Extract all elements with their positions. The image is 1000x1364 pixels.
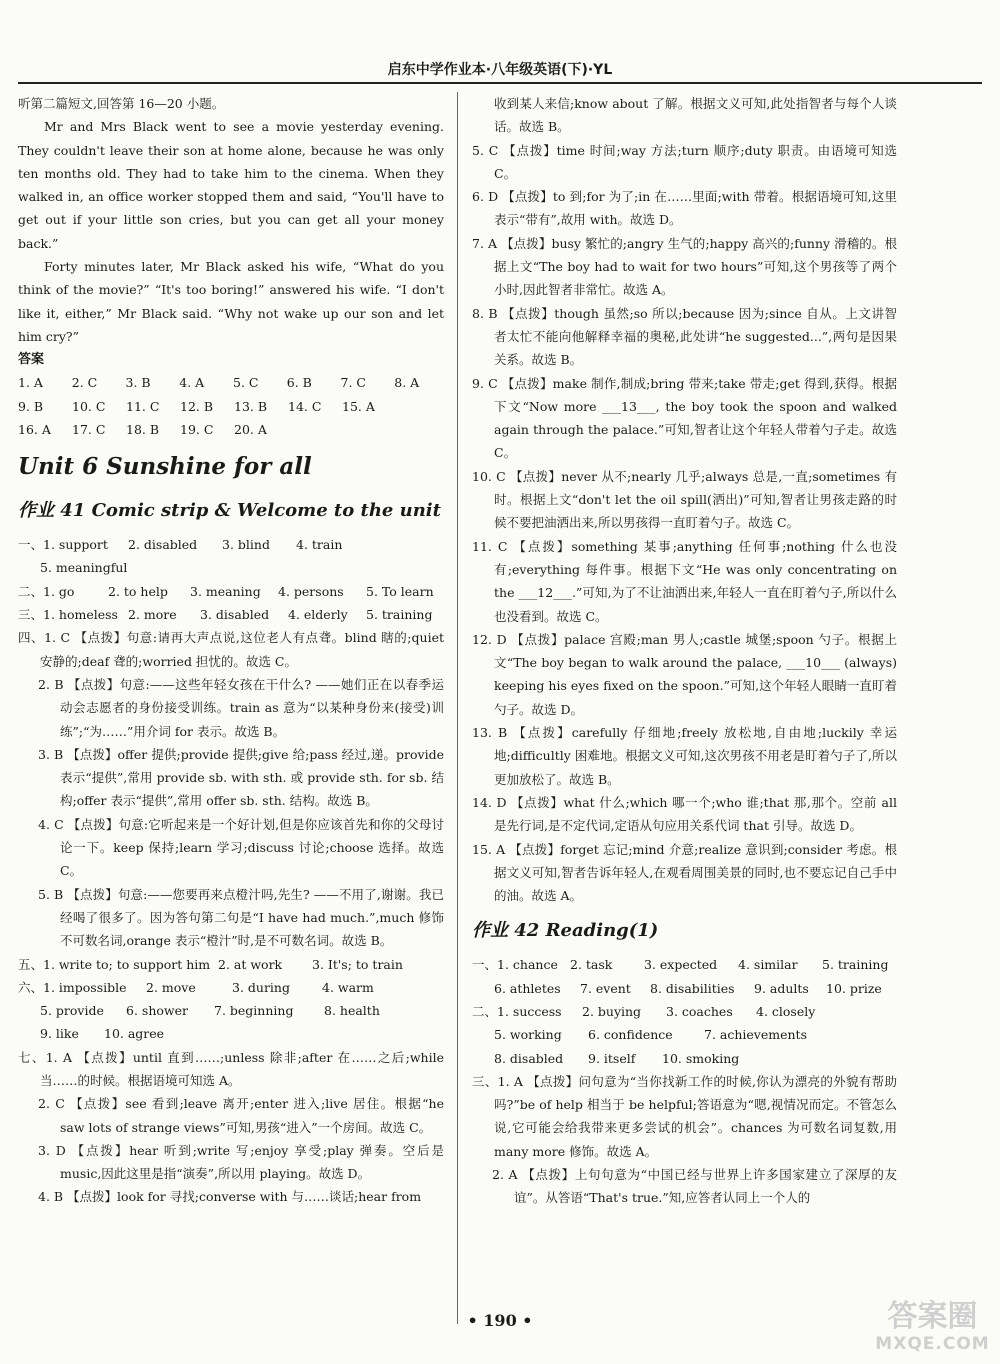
cloze-item-9: 9. C 【点拨】make 制作,制成;bring 带来;take 带走;get 得到,获得。根据下文“Now more ___13___, the boy took the spoon and walked again through the palace.”可知,智者让这个年轻人带着勺子走。故选 C。: [472, 375, 897, 461]
answer-item: 9. B: [18, 398, 44, 414]
cloze-item-8: 8. B 【点拨】though 虽然;so 所以;because 因为;since 自从。上文讲智者太忙不能向他解释幸福的奥秘,此处讲“he suggested...”,两句是因果关系。故选 B。: [472, 305, 897, 368]
section-4-item-2: 2. B 【点拨】句意:——这些年轻女孩在干什么? ——她们正在以春季运动会志愿者的身份接受训练。train as 意为“以某种身份来(接受)训练”;“为……”用介词 for 表示。故选 B。: [38, 676, 444, 739]
section-7-item-3: 3. D 【点拨】hear 听到;write 写;enjoy 享受;play 弹奏。空后是 music,因此这里是指“演奏”,所以用 playing。故选 D。: [38, 1142, 444, 1182]
watermark-logo: 答案圈 MXQE.COM: [875, 1299, 990, 1354]
reading-section-2-row-b: [472, 1023, 897, 1046]
column-divider: [457, 92, 458, 1324]
cloze-item-6: 6. D 【点拨】to 到;for 为了;in 在……里面;with 带着。根据语境可知,这里表示“带有”,故用 with。故选 D。: [472, 189, 897, 228]
listening-intro: 听第二篇短文,回答第 16—20 小题。: [18, 96, 225, 111]
section-6-row-b: [18, 999, 444, 1022]
passage-paragraph-2: Forty minutes later, Mr Black asked his wife, “What do you think of the movie?” “It's too boring!” answered his wife. “I don't like it, either,” Mr Black said. “Why not wake up our son and let him cry?”: [18, 259, 444, 344]
reading-section-1-row-a: [472, 953, 897, 976]
answer-item: 8. A: [394, 375, 420, 391]
section-4-item-1: 四、1. C 【点拨】句意:请再大声点说,这位老人有点聋。blind 瞎的;quiet 安静的;deaf 聋的;worried 担忧的。故选 C。: [18, 630, 444, 669]
answer-item: 六、1. impossible: [18, 979, 127, 995]
answer-item: 20. A: [234, 421, 267, 437]
continued-text: 收到某人来信;know about 了解。根据文义可知,此处指智者与每个人谈话。故选 B。: [494, 96, 897, 135]
answer-item: 9. like: [40, 1026, 79, 1042]
running-header: 启东中学作业本·八年级英语(下)·YL: [18, 60, 982, 84]
answer-item: 2. disabled: [128, 537, 198, 553]
answer-item: 8. disabilities: [650, 980, 735, 996]
answer-item: 3. It's; to train: [312, 956, 403, 972]
answer-item: 2. more: [128, 607, 177, 623]
answer-item: 5. provide: [40, 1003, 104, 1019]
answer-item: 3. B: [125, 375, 151, 391]
page-number: • 190 •: [467, 1311, 533, 1330]
answer-item: 8. health: [324, 1003, 380, 1019]
answer-item: 一、1. chance: [472, 957, 558, 973]
section-2-row: [18, 580, 444, 603]
answer-item: 4. elderly: [288, 607, 348, 623]
section-3-row: [18, 603, 444, 626]
answer-item: 4. A: [179, 375, 205, 391]
answer-item: 二、1. success: [472, 1003, 562, 1019]
section-1-row: [18, 533, 444, 556]
answer-item: 一、1. support: [18, 537, 108, 553]
answer-item: 4. persons: [278, 583, 344, 599]
task-41-title: 作业 41 Comic strip & Welcome to the unit: [18, 500, 441, 522]
answer-item: 2. task: [570, 957, 613, 973]
answer-item: 3. coaches: [666, 1003, 733, 1019]
section-1-row-b: [18, 556, 444, 579]
answer-item: 4. closely: [756, 1003, 816, 1019]
answer-item: 6. shower: [126, 1003, 188, 1019]
answer-item: 15. A: [342, 398, 375, 414]
section-6-row-a: [18, 976, 444, 999]
answer-item: 3. expected: [644, 957, 718, 973]
section-4-item-3: 3. B 【点拨】offer 提供;provide 提供;give 给;pass 经过,递。provide 表示“提供”,常用 provide sb. with sth. 或 provide sth. for sb. 结构;offer 表示“提供”,常用 offer sb. sth. 结构。故选 B。: [38, 746, 444, 809]
left-column: [18, 92, 444, 1209]
answer-item: 10. smoking: [662, 1050, 740, 1066]
answer-item: 7. beginning: [214, 1003, 294, 1019]
answer-item: 5. C: [233, 375, 259, 391]
section-7-item-4: 4. B 【点拨】look for 寻找;converse with 与……谈话;hear from: [38, 1189, 422, 1205]
answer-item: 2. move: [146, 979, 196, 995]
answer-item: 4. similar: [738, 957, 798, 973]
answer-item: 17. C: [72, 421, 106, 437]
cloze-item-12: 12. D 【点拨】palace 宫殿;man 男人;castle 城堡;spoon 勺子。根据上文“The boy began to walk around the palace, ___10___ (always) keeping his eyes fixed on the spoon.”可知,这个年轻人眼睛一直盯着勺子。故选 D。: [472, 631, 897, 717]
answer-item: 10. C: [72, 398, 106, 414]
reading-section-3-item-1: 三、1. A 【点拨】问句意为“当你找新工作的时候,你认为漂亮的外貌有帮助吗?”be of help 相当于 be helpful;答语意为“嗯,视情况而定。不管怎么说,它可能会给我带来更多尝试的机会”。chances 为可数名词复数,用 many more 修饰。故选 A。: [472, 1073, 897, 1159]
answer-item: 6. athletes: [494, 980, 561, 996]
reading-section-2-row-c: [472, 1047, 897, 1070]
reading-section-3-item-2: 2. A 【点拨】上句句意为“中国已经与世界上许多国家建立了深厚的友谊”。从答语“That's true.”知,应答者认同上一个人的: [492, 1167, 897, 1206]
cloze-item-7: 7. A 【点拨】busy 繁忙的;angry 生气的;happy 高兴的;funny 滑稽的。根据上文“The boy had to wait for two hours”可知,这个男孩等了两个小时,因此智者非常忙。故选 A。: [472, 235, 897, 298]
answer-item: 5. training: [366, 607, 433, 623]
answers-row-2: [18, 395, 444, 418]
answer-item: 10. agree: [104, 1026, 165, 1042]
answer-item: 1. A: [18, 375, 43, 391]
answer-item: 五、1. write to; to support him: [18, 956, 211, 972]
answer-item: 19. C: [180, 421, 214, 437]
cloze-item-10: 10. C 【点拨】never 从不;nearly 几乎;always 总是,一直;sometimes 有时。根据上文“don't let the oil spill(洒出)”可知,智者让男孩走路的时候不要把油洒出来,所以男孩得一直盯着勺子。故选 C。: [472, 468, 897, 531]
unit-title: Unit 6 Sunshine for all: [18, 453, 312, 481]
answer-item: 3. meaning: [190, 583, 261, 599]
answers-heading: 答案: [18, 352, 45, 368]
answer-item: 11. C: [126, 398, 160, 414]
answer-item: 3. during: [232, 979, 290, 995]
answer-item: 18. B: [126, 421, 160, 437]
reading-section-1-row-b: [472, 977, 897, 1000]
cloze-item-5: 5. C 【点拨】time 时间;way 方法;turn 顺序;duty 职责。由语境可知选 C。: [472, 142, 897, 181]
section-4-item-5: 5. B 【点拨】句意:——您要再来点橙汁吗,先生? ——不用了,谢谢。我已经喝了很多了。因为答句第二句是“I have had much.”,much 修饰不可数名词,orange 表示“橙汁”时,是不可数名词。故选 B。: [38, 886, 444, 949]
section-7-item-2: 2. C 【点拨】see 看到;leave 离开;enter 进入;live 居住。根据“he saw lots of strange views”可知,男孩“进入”一个房间。故选 C。: [38, 1096, 444, 1135]
answer-item: 5. working: [494, 1027, 562, 1043]
answer-item: 16. A: [18, 421, 51, 437]
answer-item: 5. meaningful: [40, 560, 128, 576]
answer-item: 8. disabled: [494, 1050, 564, 1066]
answer-item: 6. B: [286, 375, 312, 391]
cloze-item-11: 11. C 【点拨】something 某事;anything 任何事;nothing 什么也没有;everything 每件事。根据下文“He was only concentrating on the ___12___.”可知,为了不让油洒出来,年轻人一直在盯着勺子,所以什么也没看到。故选 C。: [472, 538, 897, 624]
section-7-item-1: 七、1. A 【点拨】until 直到……;unless 除非;after 在……之后;while 当……的时候。根据语境可知选 A。: [18, 1049, 444, 1088]
section-6-row-c: [18, 1022, 444, 1045]
answer-item: 2. at work: [218, 956, 283, 972]
answers-row-3: [18, 418, 444, 441]
answer-item: 13. B: [234, 398, 268, 414]
answer-item: 2. to help: [108, 583, 168, 599]
answer-item: 3. blind: [222, 537, 270, 553]
answer-item: 4. warm: [322, 979, 374, 995]
passage-paragraph-1: Mr and Mrs Black went to see a movie yesterday evening. They couldn't leave their son at home alone, because he was only ten months old. They had to take him to the cinema. When they walked in, an office worker stopped them and said, “You'll have to get out if your little son cries, but you can get all your money back.”: [18, 119, 444, 251]
task-42-title: 作业 42 Reading(1): [472, 920, 659, 942]
answer-item: 14. C: [288, 398, 322, 414]
answer-item: 7. event: [580, 980, 631, 996]
section-5-row: [18, 953, 444, 976]
answer-item: 9. itself: [588, 1050, 636, 1066]
section-4-item-4: 4. C 【点拨】句意:它听起来是一个好计划,但是你应该首先和你的父母讨论一下。keep 保持;learn 学习;discuss 讨论;choose 选择。故选 C。: [38, 816, 444, 879]
answer-item: 2. C: [71, 375, 98, 391]
answer-item: 12. B: [180, 398, 214, 414]
answer-item: 二、1. go: [18, 583, 75, 599]
cloze-item-15: 15. A 【点拨】forget 忘记;mind 介意;realize 意识到;consider 考虑。根据文义可知,智者告诉年轻人,在观看周围美景的同时,也不要忘记自己手中的油。故选 A。: [472, 841, 897, 904]
answer-item: 三、1. homeless: [18, 607, 118, 623]
answer-item: 5. To learn: [366, 583, 434, 599]
answer-item: 6. confidence: [588, 1027, 673, 1043]
answer-item: 10. prize: [826, 980, 882, 996]
cloze-item-13: 13. B 【点拨】carefully 仔细地;freely 放松地,自由地;luckily 幸运地;difficultly 困难地。根据文义可知,这次男孩不用老是盯着勺子了,所以更加放松了。故选 B。: [472, 725, 897, 787]
reading-section-2-row-a: [472, 1000, 897, 1023]
right-column: [472, 92, 897, 1210]
answers-row-1: [18, 371, 444, 394]
answer-item: 3. disabled: [200, 607, 270, 623]
cloze-item-14: 14. D 【点拨】what 什么;which 哪一个;who 谁;that 那,那个。空前 all 是先行词,是不定代词,定语从句应用关系代词 that 引导。故选 D。: [472, 794, 897, 834]
answer-item: 7. C: [340, 375, 366, 391]
answer-item: 2. buying: [582, 1003, 642, 1019]
answer-item: 4. train: [296, 537, 343, 553]
answer-item: 5. training: [822, 957, 889, 973]
answer-item: 7. achievements: [704, 1027, 807, 1043]
answer-item: 9. adults: [754, 980, 809, 996]
